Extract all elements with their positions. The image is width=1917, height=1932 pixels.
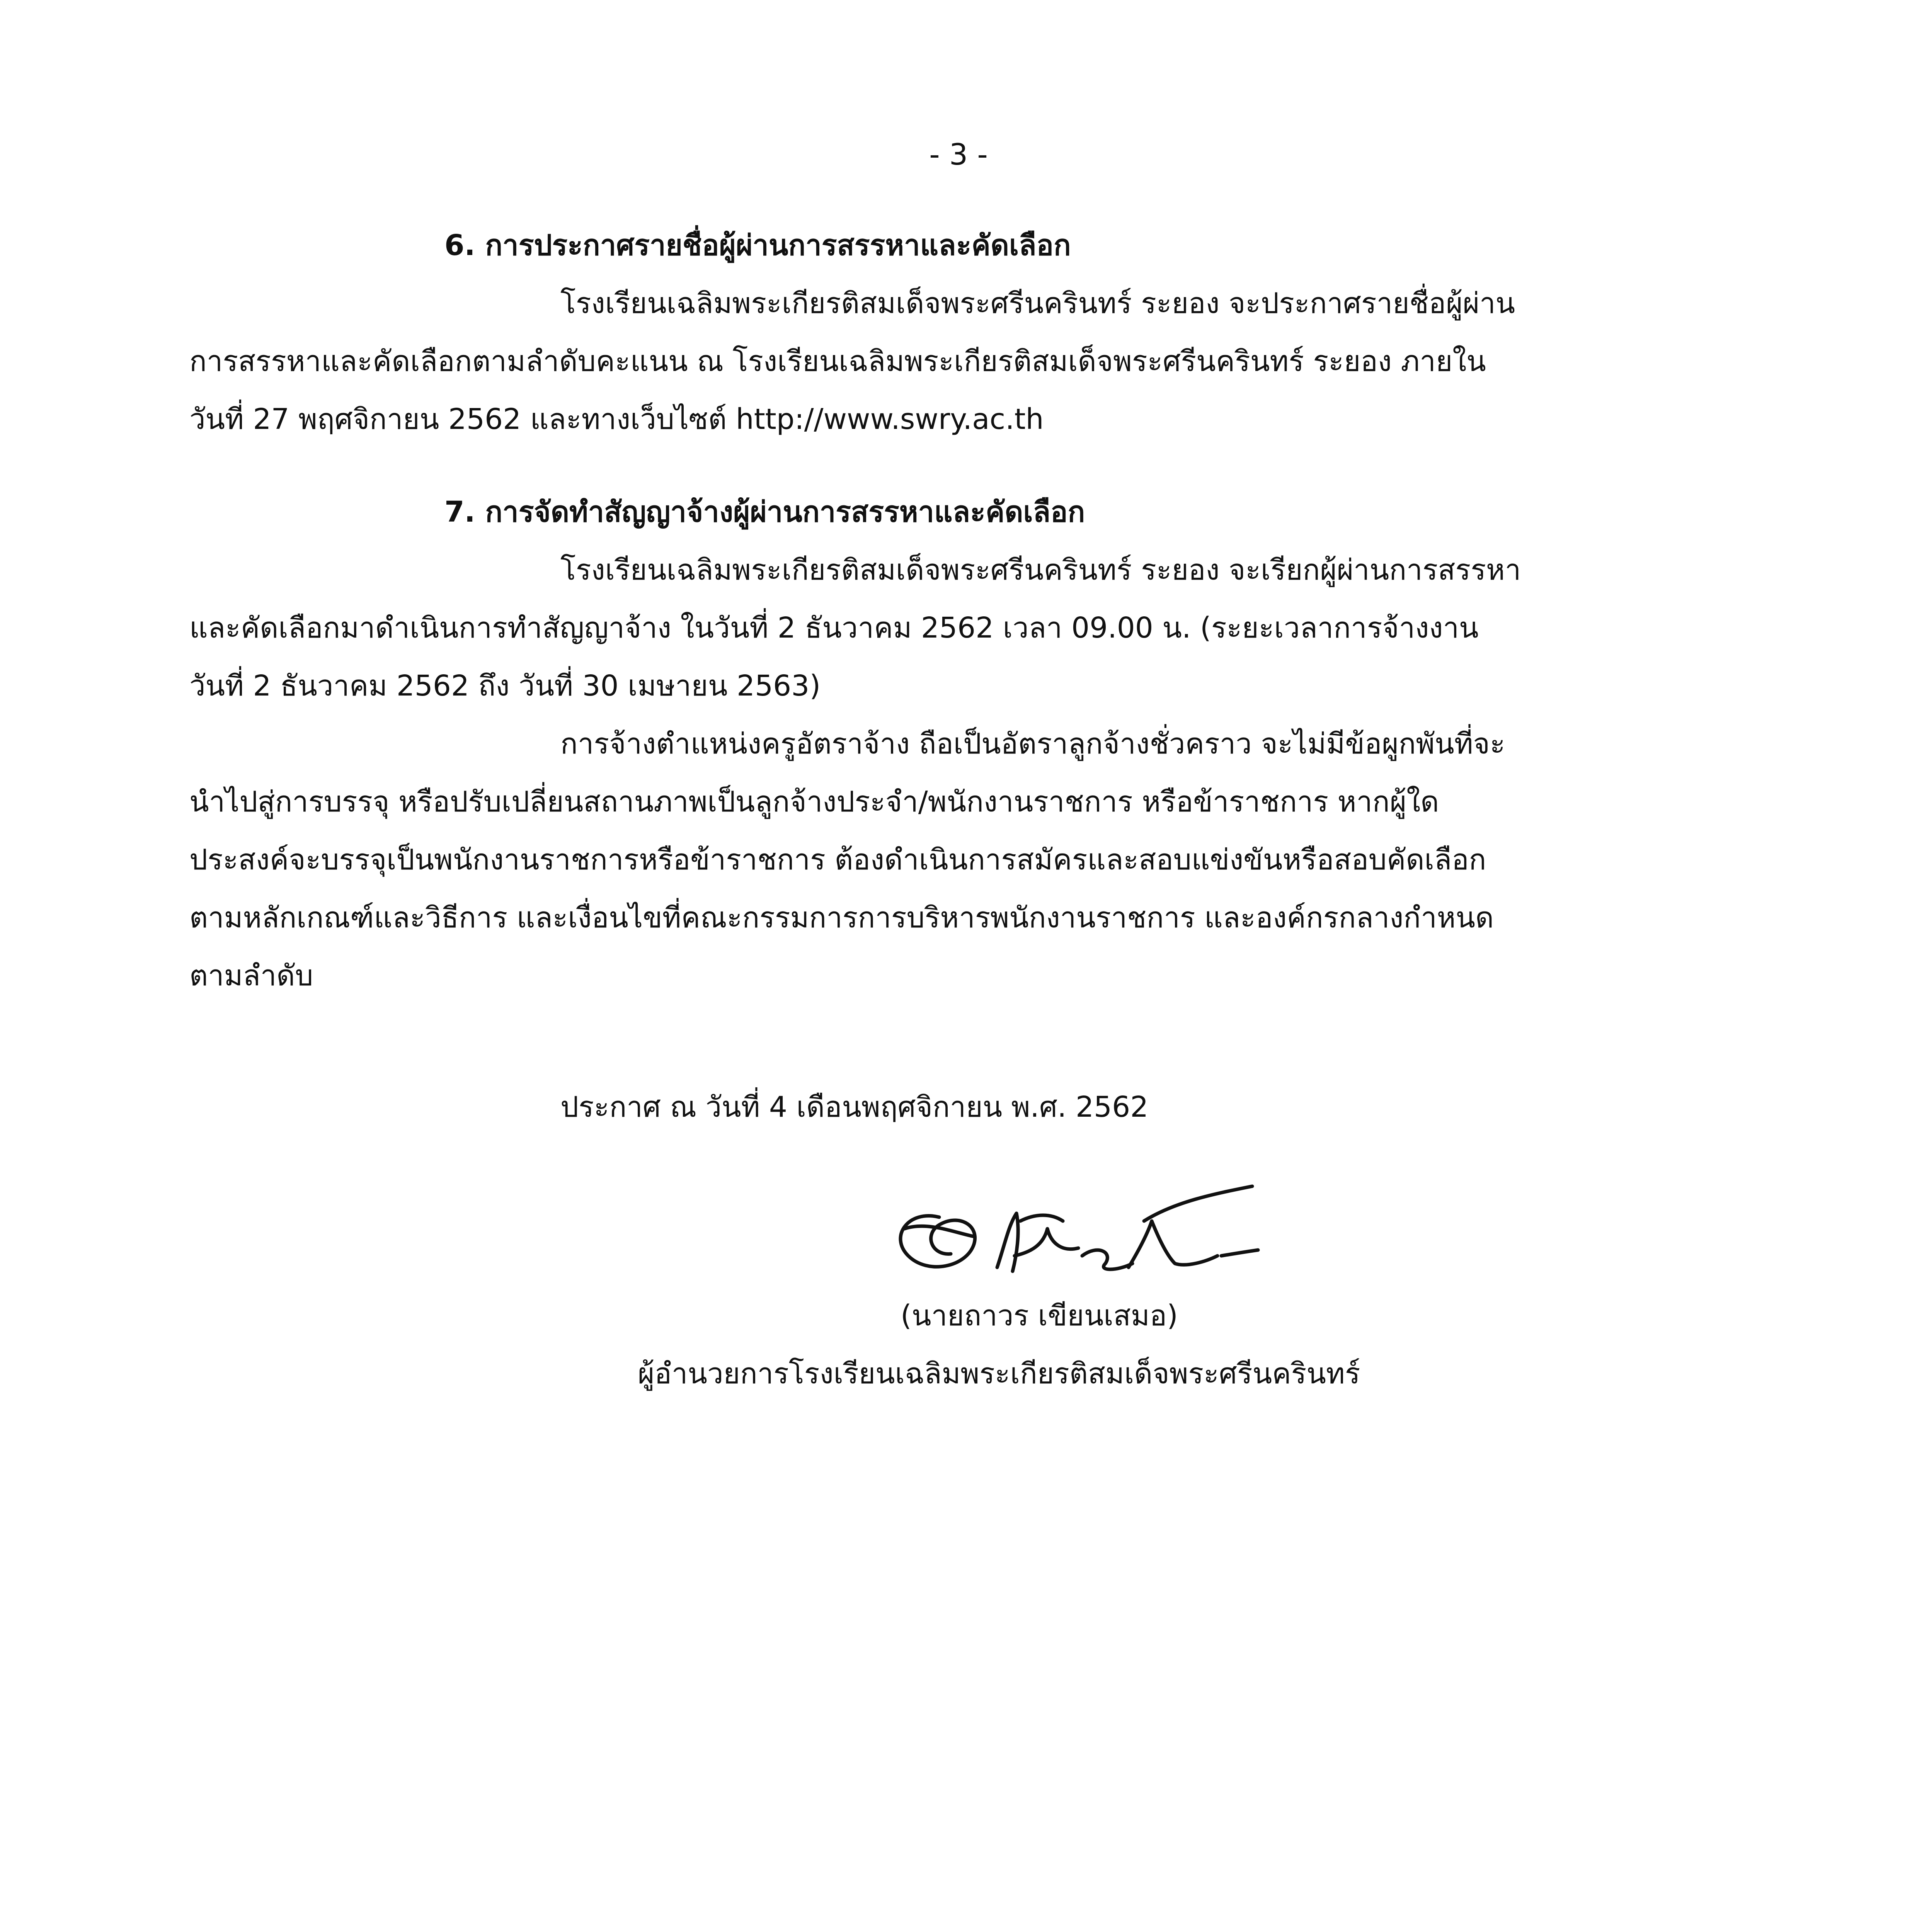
section-7-line-4: การจ้างตำแหน่งครูอัตราจ้าง ถือเป็นอัตราลูกจ้างชั่วคราว จะไม่มีข้อผูกพันที่จะ [560,727,1505,760]
section-7-line-3: วันที่ 2 ธันวาคม 2562 ถึง วันที่ 30 เมษายน 2563) [189,669,821,702]
section-6 [189,216,1681,448]
section-7-line-1: โรงเรียนเฉลิมพระเกียรติสมเด็จพระศรีนครินทร์ ระยอง จะเรียกผู้ผ่านการสรรหา [560,553,1521,587]
announcement-date: ประกาศ ณ วันที่ 4 เดือนพฤศจิกายน พ.ศ. 2562 [560,1090,1149,1124]
section-6-line-1: โรงเรียนเฉลิมพระเกียรติสมเด็จพระศรีนครินทร์ ระยอง จะประกาศรายชื่อผู้ผ่าน [560,287,1515,320]
section-6-heading: 6. การประกาศรายชื่อผู้ผ่านการสรรหาและคัดเลือก [444,229,1071,262]
section-7-line-8: ตามลำดับ [189,959,313,992]
signer-title: ผู้อำนวยการโรงเรียนเฉลิมพระเกียรติสมเด็จพระศรีนครินทร์ [638,1357,1360,1390]
section-7 [189,483,1681,1005]
section-6-line-3: วันที่ 27 พฤศจิกายน 2562 และทางเว็บไซต์ http://www.swry.ac.th [189,403,1044,436]
section-7-line-5: นำไปสู่การบรรจุ หรือปรับเปลี่ยนสถานภาพเป็นลูกจ้างประจำ/พนักงานราชการ หรือข้าราชการ หากผู้ใด [189,785,1439,818]
section-7-line-7: ตามหลักเกณฑ์และวิธีการ และเงื่อนไขที่คณะกรรมการการบริหารพนักงานราชการ และองค์กรกลางกำหนด [189,901,1494,934]
section-7-line-2: และคัดเลือกมาดำเนินการทำสัญญาจ้าง ในวันที่ 2 ธันวาคม 2562 เวลา 09.00 น. (ระยะเวลาการจ้างงาน [189,611,1479,645]
section-7-line-6: ประสงค์จะบรรจุเป็นพนักงานราชการหรือข้าราชการ ต้องดำเนินการสมัครและสอบแข่งขันหรือสอบคัดเลือก [189,843,1486,876]
section-6-line-2: การสรรหาและคัดเลือกตามลำดับคะแนน ณ โรงเรียนเฉลิมพระเกียรติสมเด็จพระศรีนครินทร์ ระยอง ภายใน [189,345,1486,378]
signer-name: (นายถาวร เขียนเสมอ) [901,1299,1178,1332]
signature-image [881,1179,1272,1291]
section-7-heading: 7. การจัดทำสัญญาจ้างผู้ผ่านการสรรหาและคัดเลือก [444,495,1085,529]
page-number: - 3 - [929,137,988,172]
